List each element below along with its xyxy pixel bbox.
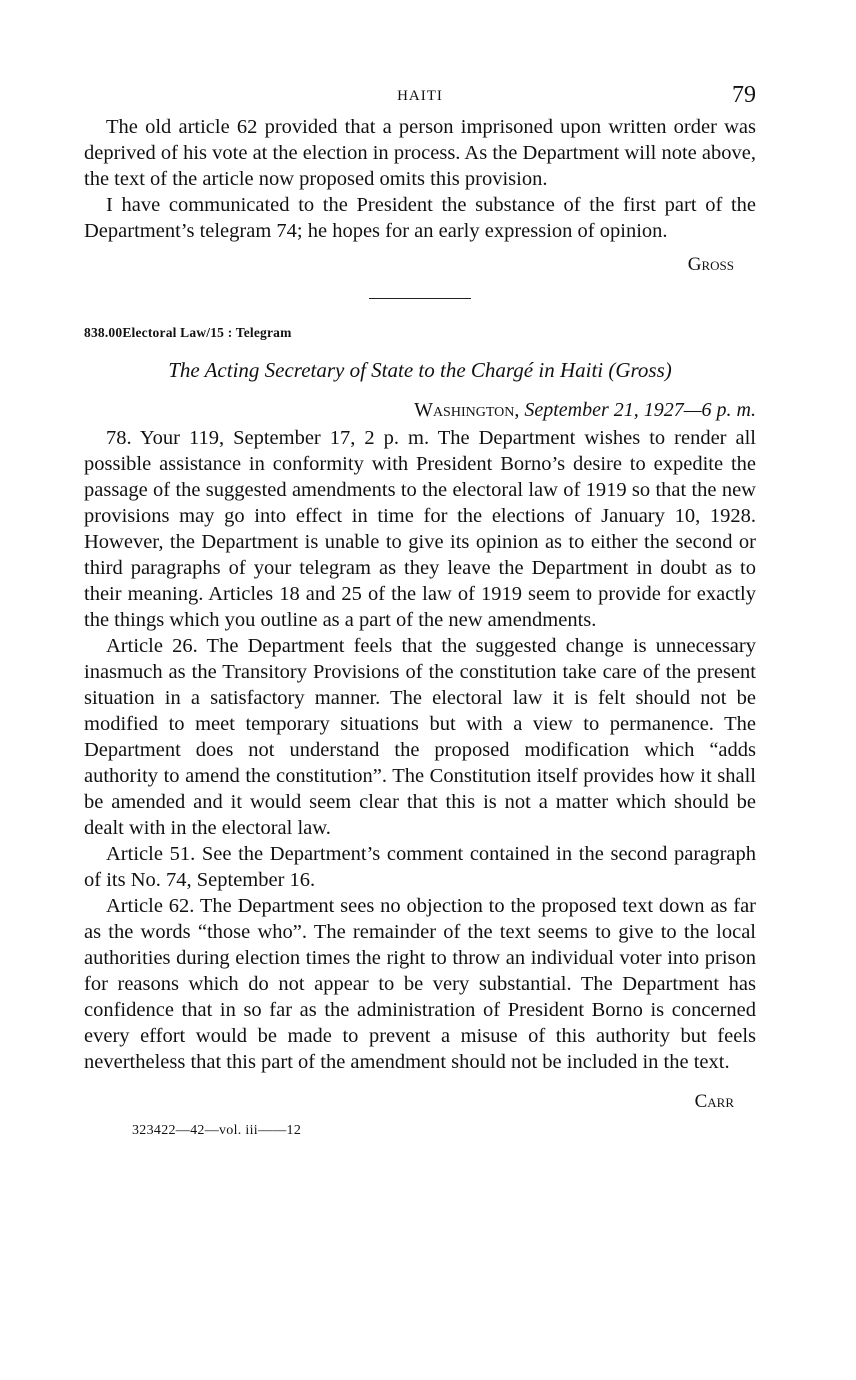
dateline-place: Washington, xyxy=(414,399,520,421)
document-title: The Acting Secretary of State to the Chargé in Haiti (Gross) xyxy=(168,358,672,382)
paragraph: The old article 62 provided that a person imprisoned upon written order was deprived of his vote at the election in process. As the Department will note above, the text of the article now proposed omits this provision. xyxy=(84,116,756,190)
paragraph: Article 51. See the Department’s comment contained in the second paragraph of its No. 74, September 16. xyxy=(84,843,756,891)
paragraph: I have communicated to the President the substance of the first part of the Department’s telegram 74; he hopes for an early expression of opinion. xyxy=(84,194,756,242)
previous-document-tail xyxy=(84,114,756,278)
paragraph: Article 62. The Department sees no objection to the proposed text down as far as the words “those who”. The remainder of the text seems to give to the local authorities during election times the right to throw an individual voter into prison for reasons which do not appear to be very substantial. The Department has confidence that in so far as the administration of President Borno is concerned every effort would be made to prevent a misuse of this authority but feels nevertheless that this part of the amendment should not be included in the text. xyxy=(84,895,756,1073)
running-head-title: HAITI xyxy=(397,88,443,104)
section-divider xyxy=(369,298,471,299)
dateline-date: September 21, 1927—6 p. m. xyxy=(524,399,756,421)
dateline xyxy=(84,397,756,423)
telegram-body xyxy=(84,425,756,1075)
paragraph: Article 26. The Department feels that the suggested change is unnecessary inasmuch as the Transitory Provisions of the constitution take care of the present situation in a satisfactory manner. The electoral law it is felt should not be modified to meet temporary situations but with a view to permanence. The Department does not understand the proposed modification which “adds authority to amend the constitution”. The Constitution itself provides how it shall be amended and it would seem clear that this is not a matter which should be dealt with in the electoral law. xyxy=(84,635,756,839)
document-page xyxy=(84,80,756,1139)
signature-gross: Gross xyxy=(687,254,734,275)
running-head xyxy=(84,80,756,114)
page-number: 79 xyxy=(732,82,756,108)
paragraph: 78. Your 119, September 17, 2 p. m. The Department wishes to render all possible assistance in conformity with President Borno’s desire to expedite the passage of the suggested amendments to the electoral law of 1919 so that the new provisions may go into effect in time for the elections of January 10, 1928. However, the Department is unable to give its opinion as to either the second or third paragraphs of your telegram as they leave the Department in doubt as to their meaning. Articles 18 and 25 of the law of 1919 seem to provide for exactly the things which you outline as a part of the new amendments. xyxy=(84,427,756,631)
print-code: 323422—42—vol. iii——12 xyxy=(132,1123,302,1138)
signature-carr: Carr xyxy=(694,1091,734,1112)
file-reference: 838.00Electoral Law/15 : Telegram xyxy=(84,325,292,340)
